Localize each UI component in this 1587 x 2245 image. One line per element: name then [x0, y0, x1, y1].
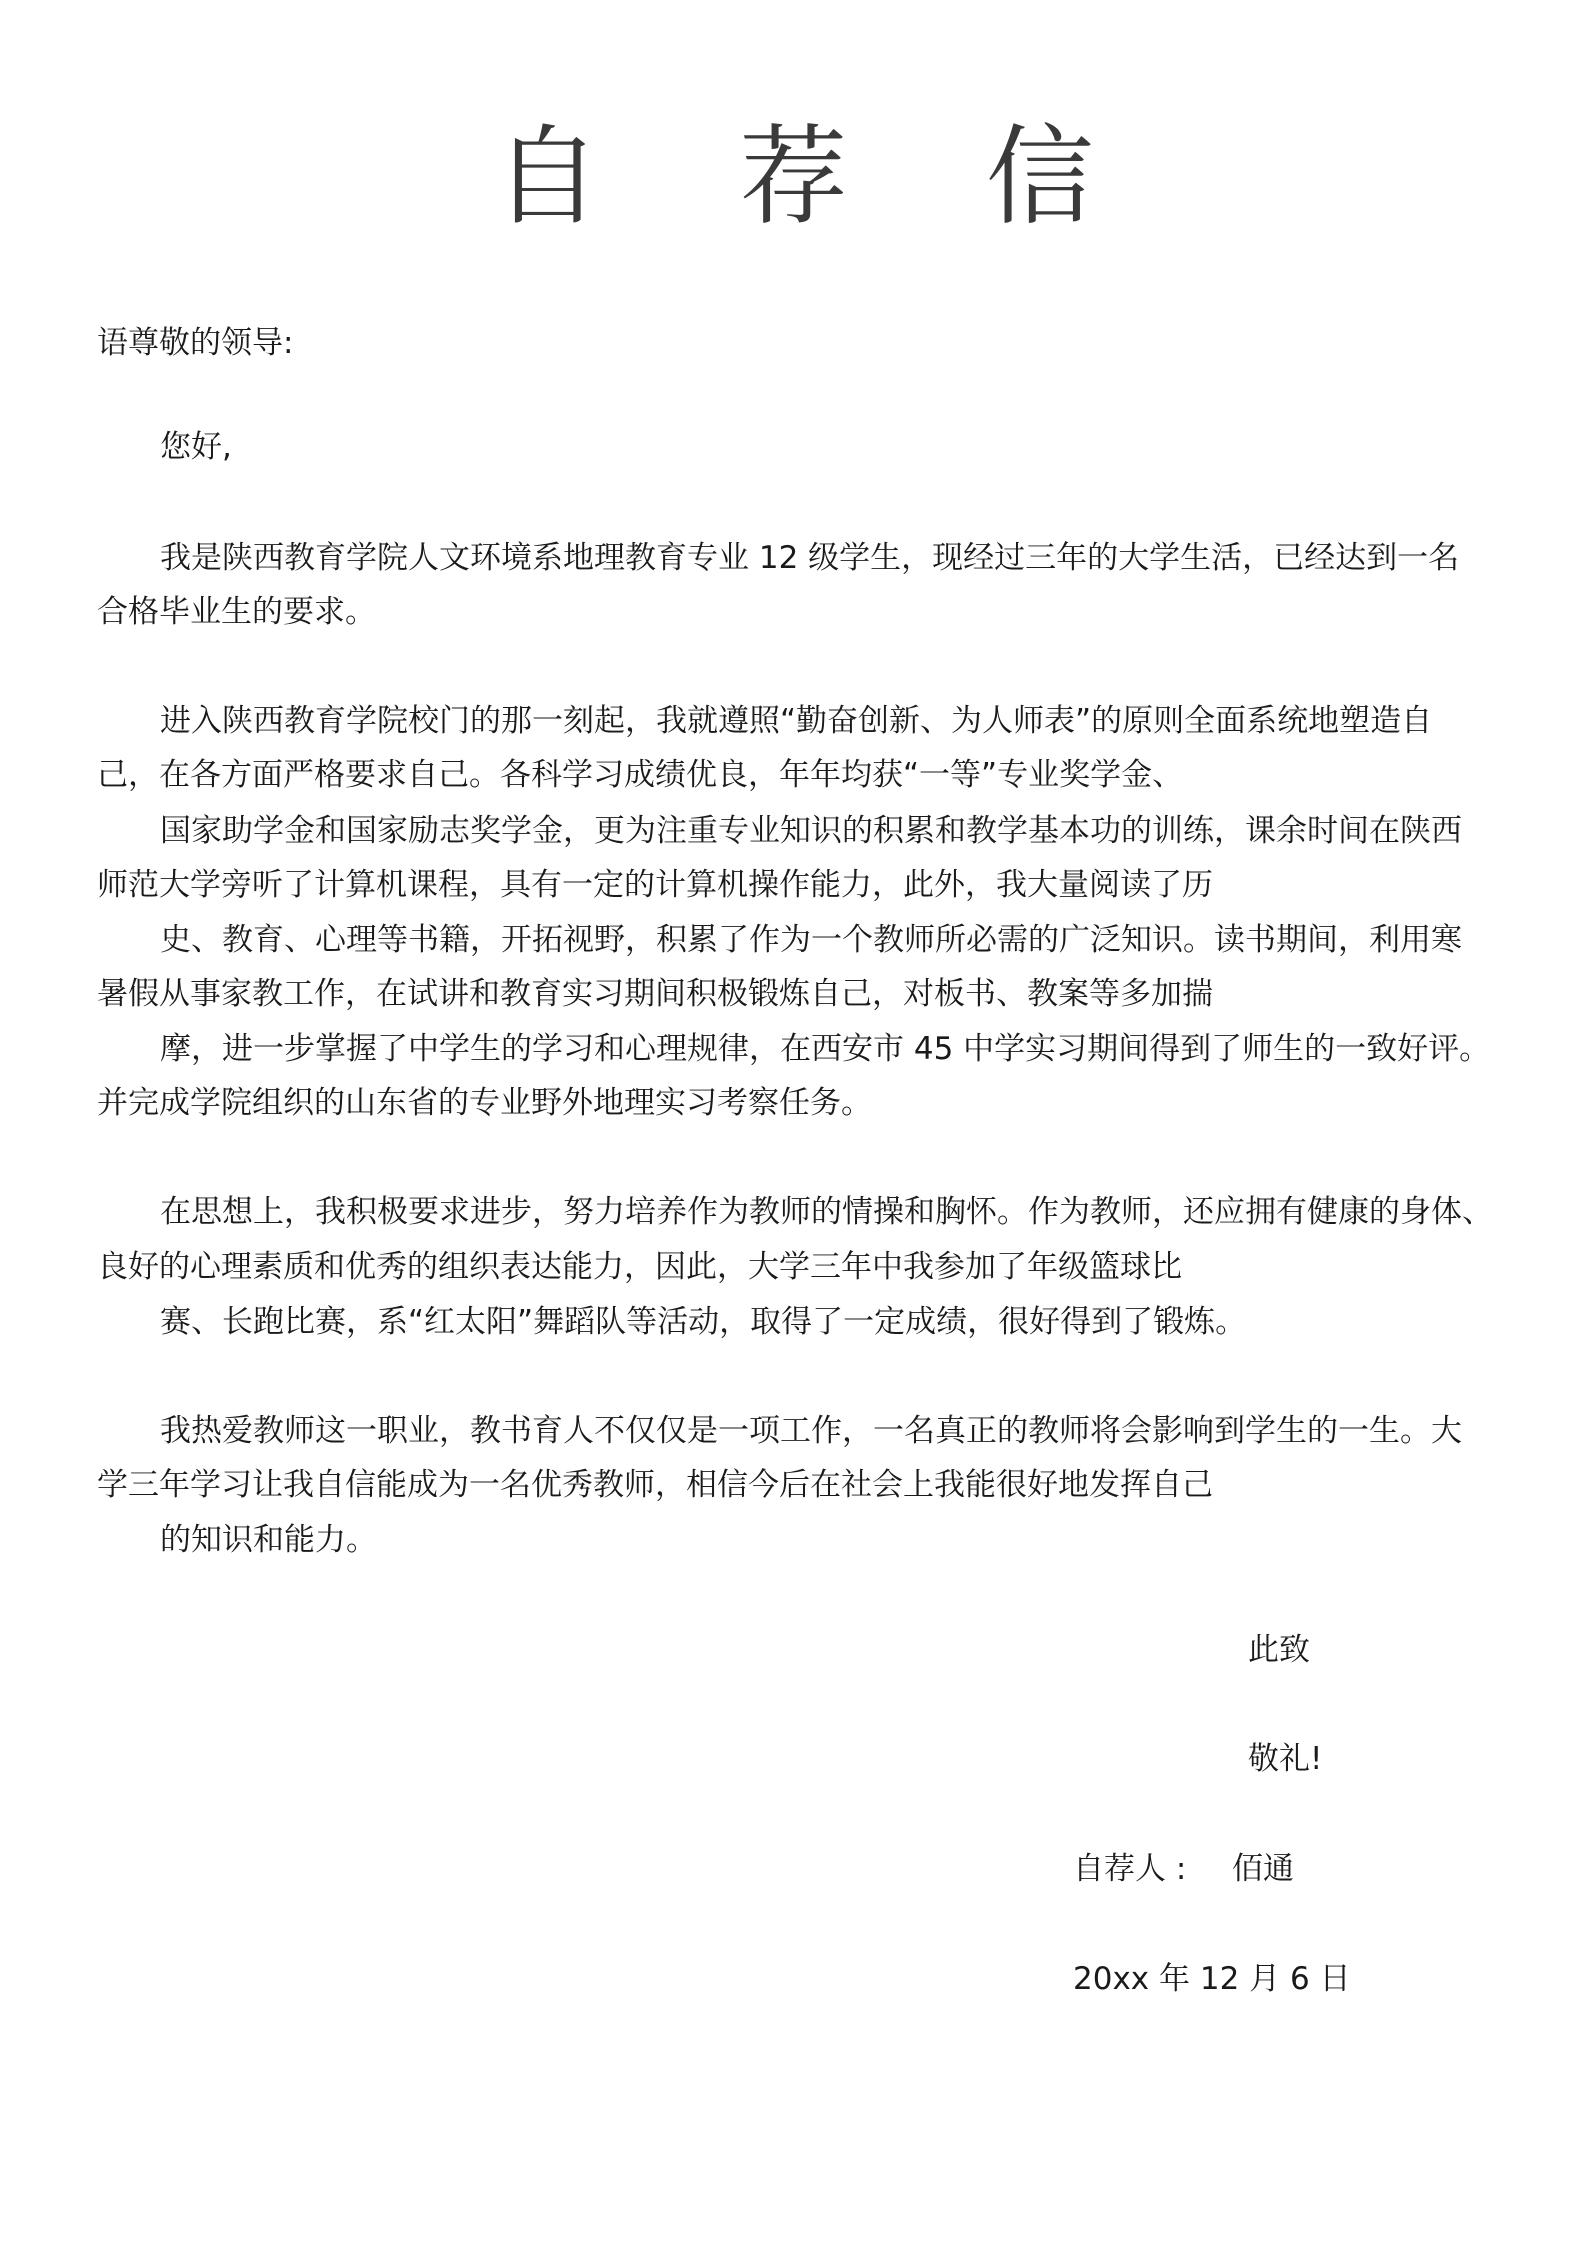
signer-label: 自荐人 :: [1073, 1851, 1187, 1887]
paragraph-line: 国家助学金和国家励志奖学金，更为注重专业知识的积累和教学基本功的训练，课余时间在陕西: [160, 813, 1462, 849]
closing-jing-li: 敬礼!: [1248, 1741, 1323, 1777]
paragraph-line: 并完成学院组织的山东省的专业野外地理实习考察任务。: [97, 1085, 872, 1121]
closing-ci-zhi: 此致: [1248, 1632, 1310, 1668]
paragraph-line: 摩，进一步掌握了中学生的学习和心理规律，在西安市 45 中学实习期间得到了师生的一致好评。: [160, 1031, 1491, 1067]
paragraph-line: 学三年学习让我自信能成为一名优秀教师，相信今后在社会上我能很好地发挥自己: [97, 1467, 1213, 1503]
paragraph-line: 合格毕业生的要求。: [97, 594, 376, 630]
page-title: 自 荐 信: [493, 115, 1146, 240]
paragraph-line: 的知识和能力。: [160, 1522, 377, 1558]
paragraph-line: 进入陕西教育学院校门的那一刻起，我就遵照“勤奋创新、为人师表”的原则全面系统地塑造自: [160, 703, 1433, 739]
paragraph-line: 史、教育、心理等书籍，开拓视野，积累了作为一个教师所必需的广泛知识。读书期间，利用寒: [160, 922, 1462, 958]
signer-name: 佰通: [1232, 1851, 1294, 1887]
paragraph-line: 良好的心理素质和优秀的组织表达能力，因此，大学三年中我参加了年级篮球比: [97, 1249, 1182, 1285]
paragraph-line: 己，在各方面严格要求自己。各科学习成绩优良，年年均获“一等”专业奖学金、: [97, 757, 1184, 793]
greeting: 您好,: [160, 429, 232, 465]
paragraph-line: 师范大学旁听了计算机课程，具有一定的计算机操作能力，此外，我大量阅读了历: [97, 867, 1213, 903]
paragraph-line: 我热爱教师这一职业，教书育人不仅仅是一项工作，一名真正的教师将会影响到学生的一生。大: [160, 1413, 1462, 1449]
salutation: 语尊敬的领导:: [97, 325, 294, 361]
letter-date: 20xx 年 12 月 6 日: [1073, 1961, 1351, 1997]
paragraph-line: 我是陕西教育学院人文环境系地理教育专业 12 级学生，现经过三年的大学生活，已经达到一名: [160, 540, 1460, 576]
paragraph-line: 赛、长跑比赛，系“红太阳”舞蹈队等活动，取得了一定成绩，很好得到了锻炼。: [160, 1304, 1247, 1340]
paragraph-line: 暑假从事家教工作，在试讲和教育实习期间积极锻炼自己，对板书、教案等多加揣: [97, 976, 1213, 1012]
paragraph-line: 在思想上，我积极要求进步，努力培养作为教师的情操和胸怀。作为教师，还应拥有健康的身体、: [160, 1194, 1493, 1230]
